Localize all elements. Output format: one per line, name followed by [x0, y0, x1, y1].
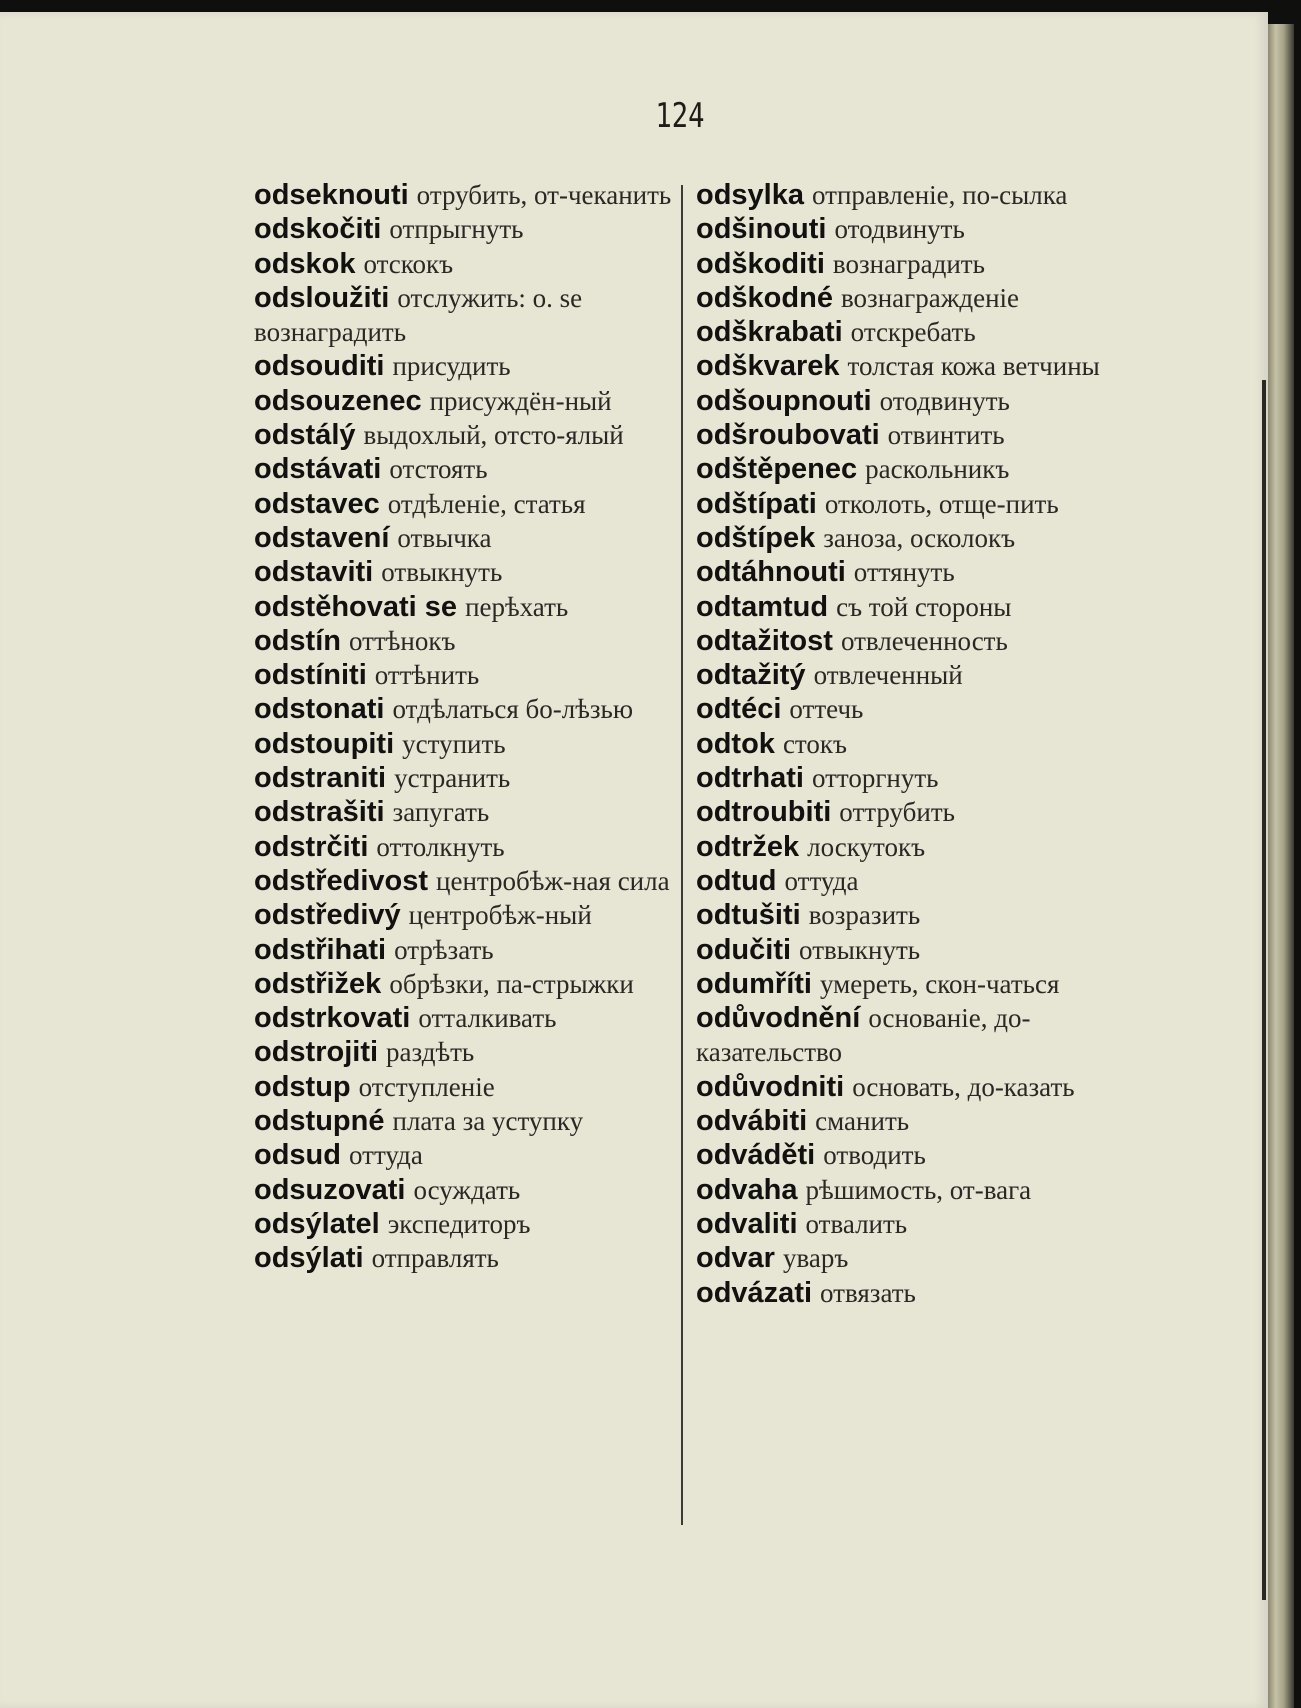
entry-translation: оттѣнокъ	[349, 625, 456, 656]
entry-headword: odstavení	[254, 521, 390, 554]
dictionary-entry	[254, 692, 674, 726]
dictionary-entry	[696, 1207, 1116, 1241]
entry-headword: odskočiti	[254, 213, 382, 246]
dictionary-entry	[254, 487, 674, 521]
entry-translation: умереть, скон-чаться	[820, 968, 1060, 999]
entry-translation: отвыкнуть	[381, 557, 503, 588]
dictionary-entry	[254, 1241, 674, 1275]
entry-headword: odstěhovati se	[254, 590, 458, 623]
entry-translation: отслужить: о. se вознаградить	[254, 282, 583, 348]
entry-translation: отодвинуть	[879, 385, 1010, 416]
dictionary-entry	[696, 555, 1116, 589]
entry-headword: odstup	[254, 1070, 351, 1103]
entry-translation: отправленіе, по-сылка	[812, 180, 1068, 210]
page-edge-shadow	[1262, 380, 1266, 1600]
entry-headword: odučiti	[696, 933, 792, 966]
entry-headword: odstrašiti	[254, 796, 385, 829]
dictionary-entry	[254, 452, 674, 486]
dictionary-entry	[254, 521, 674, 555]
entry-headword: odstřižek	[254, 967, 382, 1000]
entry-translation: рѣшимость, от-вага	[805, 1174, 1032, 1205]
dictionary-entry	[696, 418, 1116, 452]
entry-headword: odvar	[696, 1242, 775, 1275]
dictionary-entry	[254, 830, 674, 864]
dictionary-entry	[254, 727, 674, 761]
dictionary-entry	[696, 1241, 1116, 1275]
entry-headword: odšinouti	[696, 213, 827, 246]
entry-headword: odškodné	[696, 281, 833, 314]
entry-headword: odsýlati	[254, 1242, 364, 1275]
entry-translation: оттѣнить	[374, 660, 480, 691]
dictionary-entry	[254, 761, 674, 795]
entry-translation: запугать	[392, 797, 490, 828]
dictionary-entry	[254, 1070, 674, 1104]
entry-translation: оттрубить	[839, 797, 955, 828]
entry-headword: odtéci	[696, 693, 782, 726]
entry-headword: odvaha	[696, 1173, 798, 1206]
dictionary-entry	[696, 761, 1116, 795]
entry-translation: отвыкнуть	[799, 934, 921, 965]
entry-headword: odsud	[254, 1139, 341, 1172]
dictionary-entry	[696, 830, 1116, 864]
entry-translation: отскокъ	[363, 248, 454, 279]
entry-translation: раскольникъ	[865, 454, 1010, 485]
entry-translation: плата за уступку	[392, 1106, 584, 1137]
entry-translation: отступленіе	[358, 1071, 495, 1102]
entry-translation: вознаградить	[832, 248, 985, 279]
entry-translation: отправлять	[371, 1243, 499, 1274]
entry-headword: odváděti	[696, 1139, 816, 1172]
entry-translation: возразить	[808, 900, 921, 931]
entry-headword: odůvodniti	[696, 1070, 845, 1103]
entry-translation: уваръ	[782, 1243, 849, 1274]
entry-translation: отдѣлаться бо-лѣзью	[392, 694, 634, 725]
dictionary-entry	[696, 1173, 1116, 1207]
entry-headword: odsloužiti	[254, 281, 390, 314]
entry-headword: odtržek	[696, 830, 800, 863]
dictionary-entry	[254, 933, 674, 967]
dictionary-entry	[254, 418, 674, 452]
entry-translation: оттуда	[349, 1140, 423, 1171]
entry-translation: съ той стороны	[836, 591, 1012, 622]
dictionary-entry	[696, 795, 1116, 829]
entry-translation: устранить	[394, 763, 511, 794]
entry-headword: odstávati	[254, 453, 382, 486]
entry-headword: odstředivost	[254, 864, 429, 897]
dictionary-entry	[696, 1001, 1116, 1070]
dictionary-entry	[696, 1276, 1116, 1310]
entry-headword: odstaviti	[254, 556, 374, 589]
entry-headword: odstrojiti	[254, 1036, 379, 1069]
entry-translation: выдохлый, отсто-ялый	[363, 420, 624, 451]
entry-translation: оттечь	[789, 694, 864, 725]
entry-headword: odštípati	[696, 487, 817, 520]
dictionary-entry	[696, 898, 1116, 932]
dictionary-entry	[696, 349, 1116, 383]
entry-translation: отталкивать	[418, 1003, 557, 1034]
entry-translation: оттянуть	[853, 557, 955, 588]
dictionary-entry	[254, 1207, 674, 1241]
page-number: 124	[655, 96, 705, 136]
dictionary-entry	[254, 281, 674, 350]
dictionary-entry	[696, 521, 1116, 555]
entry-translation: присудить	[392, 351, 511, 382]
entry-translation: отвязать	[820, 1277, 916, 1308]
dictionary-entry	[696, 281, 1116, 315]
dictionary-entry	[696, 590, 1116, 624]
entry-headword: odtrhati	[696, 762, 804, 795]
dictionary-entry	[696, 247, 1116, 281]
entry-headword: odtud	[696, 864, 777, 897]
entry-translation: отдѣленіе, статья	[387, 488, 586, 519]
entry-translation: толстая кожа ветчины	[847, 351, 1100, 382]
dictionary-entry	[254, 1104, 674, 1138]
entry-translation: раздѣть	[386, 1037, 475, 1068]
entry-headword: odštěpenec	[696, 453, 858, 486]
dictionary-entry	[254, 864, 674, 898]
entry-translation: лоскутокъ	[807, 831, 926, 862]
entry-headword: odstonati	[254, 693, 385, 726]
dictionary-entry	[254, 624, 674, 658]
entry-translation: экспедиторъ	[387, 1208, 531, 1239]
entry-translation: отрубить, от-чеканить	[416, 180, 672, 210]
entry-translation: заноза, осколокъ	[823, 522, 1016, 553]
dictionary-entry	[254, 178, 674, 212]
dictionary-entry	[696, 212, 1116, 246]
entry-headword: odůvodnění	[696, 1002, 861, 1035]
dictionary-entry	[696, 658, 1116, 692]
entry-translation: сманить	[815, 1106, 910, 1137]
dictionary-entry	[696, 1138, 1116, 1172]
dictionary-entry	[254, 247, 674, 281]
entry-headword: odtok	[696, 727, 775, 760]
dictionary-entry	[254, 1173, 674, 1207]
dictionary-entry	[254, 212, 674, 246]
entry-translation: отрѣзать	[394, 934, 494, 965]
dictionary-entry	[254, 555, 674, 589]
dictionary-entry	[696, 452, 1116, 486]
entry-translation: отстоять	[389, 454, 488, 485]
page-edge	[1268, 24, 1294, 1708]
entry-headword: odškoditi	[696, 247, 825, 280]
dictionary-entry	[254, 1138, 674, 1172]
dictionary-entry	[696, 315, 1116, 349]
dictionary-entry	[254, 349, 674, 383]
entry-headword: odsuzovati	[254, 1173, 406, 1206]
entry-headword: odsýlatel	[254, 1207, 380, 1240]
right-column	[696, 178, 1116, 1310]
entry-headword: odsouzenec	[254, 384, 422, 417]
entry-headword: odšroubovati	[696, 419, 880, 452]
entry-translation: отскребать	[850, 317, 976, 348]
entry-headword: odškrabati	[696, 316, 843, 349]
entry-translation: центробѣж-ная сила	[436, 865, 670, 896]
entry-headword: odštípek	[696, 521, 816, 554]
entry-headword: odtažitý	[696, 659, 806, 692]
entry-headword: odsouditi	[254, 350, 385, 383]
entry-headword: odstíniti	[254, 659, 367, 692]
dictionary-entry	[254, 658, 674, 692]
entry-translation: отодвинуть	[834, 214, 965, 245]
entry-headword: odumříti	[696, 967, 812, 1000]
dictionary-entry	[254, 384, 674, 418]
entry-translation: отводить	[823, 1140, 926, 1171]
entry-translation: основаніе, до-казательство	[696, 1003, 1031, 1068]
entry-translation: оттуда	[784, 865, 859, 896]
dictionary-entry	[696, 178, 1116, 212]
entry-headword: odtroubiti	[696, 796, 832, 829]
entry-headword: odstupné	[254, 1105, 385, 1138]
entry-translation: отвалить	[805, 1208, 908, 1239]
entry-headword: odstraniti	[254, 762, 387, 795]
entry-headword: odstřihati	[254, 933, 387, 966]
entry-translation: отпрыгнуть	[389, 214, 524, 245]
entry-headword: odtáhnouti	[696, 556, 846, 589]
entry-headword: odvábiti	[696, 1105, 808, 1138]
dictionary-entry	[254, 1035, 674, 1069]
dictionary-entry	[696, 692, 1116, 726]
entry-translation: отколоть, отще-пить	[824, 488, 1059, 519]
entry-translation: вознагражденіе	[840, 282, 1019, 313]
dictionary-entry	[254, 898, 674, 932]
entry-headword: odvaliti	[696, 1207, 798, 1240]
entry-translation: присуждён-ный	[429, 385, 612, 416]
entry-headword: odstrčiti	[254, 830, 369, 863]
entry-translation: стокъ	[782, 728, 847, 759]
dictionary-entry	[696, 933, 1116, 967]
entry-headword: odskok	[254, 247, 356, 280]
entry-headword: odšoupnouti	[696, 384, 872, 417]
entry-translation: отвлеченный	[813, 660, 963, 691]
dictionary-entry	[254, 590, 674, 624]
dictionary-entry	[696, 1070, 1116, 1104]
entry-translation: отвычка	[397, 522, 492, 553]
entry-headword: odtažitost	[696, 624, 833, 657]
dictionary-entry	[696, 384, 1116, 418]
entry-translation: оттолкнуть	[376, 831, 505, 862]
dictionary-entry	[254, 795, 674, 829]
entry-headword: odvázati	[696, 1276, 813, 1309]
entry-translation: центробѣж-ный	[408, 900, 592, 931]
entry-headword: odtušiti	[696, 899, 801, 932]
entry-headword: odstrkovati	[254, 1002, 411, 1035]
left-column	[254, 178, 674, 1276]
entry-translation: отвлеченность	[840, 625, 1008, 656]
dictionary-entry	[254, 967, 674, 1001]
entry-headword: odstálý	[254, 419, 356, 452]
entry-headword: odstředivý	[254, 899, 401, 932]
entry-translation: уступить	[402, 728, 506, 759]
entry-headword: odtamtud	[696, 590, 829, 623]
entry-translation: осуждать	[413, 1174, 521, 1205]
dictionary-entry	[696, 487, 1116, 521]
entry-headword: odstoupiti	[254, 727, 395, 760]
entry-translation: отвинтить	[887, 420, 1005, 451]
dictionary-entry	[254, 1001, 674, 1035]
dictionary-entry	[696, 864, 1116, 898]
entry-translation: перѣхать	[465, 591, 569, 622]
dictionary-entry	[696, 967, 1116, 1001]
entry-headword: odškvarek	[696, 350, 840, 383]
entry-translation: обрѣзки, па-стрыжки	[389, 968, 634, 999]
dictionary-entry	[696, 727, 1116, 761]
entry-translation: основать, до-казать	[852, 1071, 1075, 1102]
entry-headword: odstavec	[254, 487, 380, 520]
entry-translation: отторгнуть	[811, 763, 939, 794]
entry-headword: odstín	[254, 624, 341, 657]
dictionary-entry	[696, 624, 1116, 658]
column-divider	[681, 185, 683, 1525]
entry-headword: odseknouti	[254, 179, 409, 211]
dictionary-entry	[696, 1104, 1116, 1138]
entry-headword: odsylka	[696, 179, 804, 211]
